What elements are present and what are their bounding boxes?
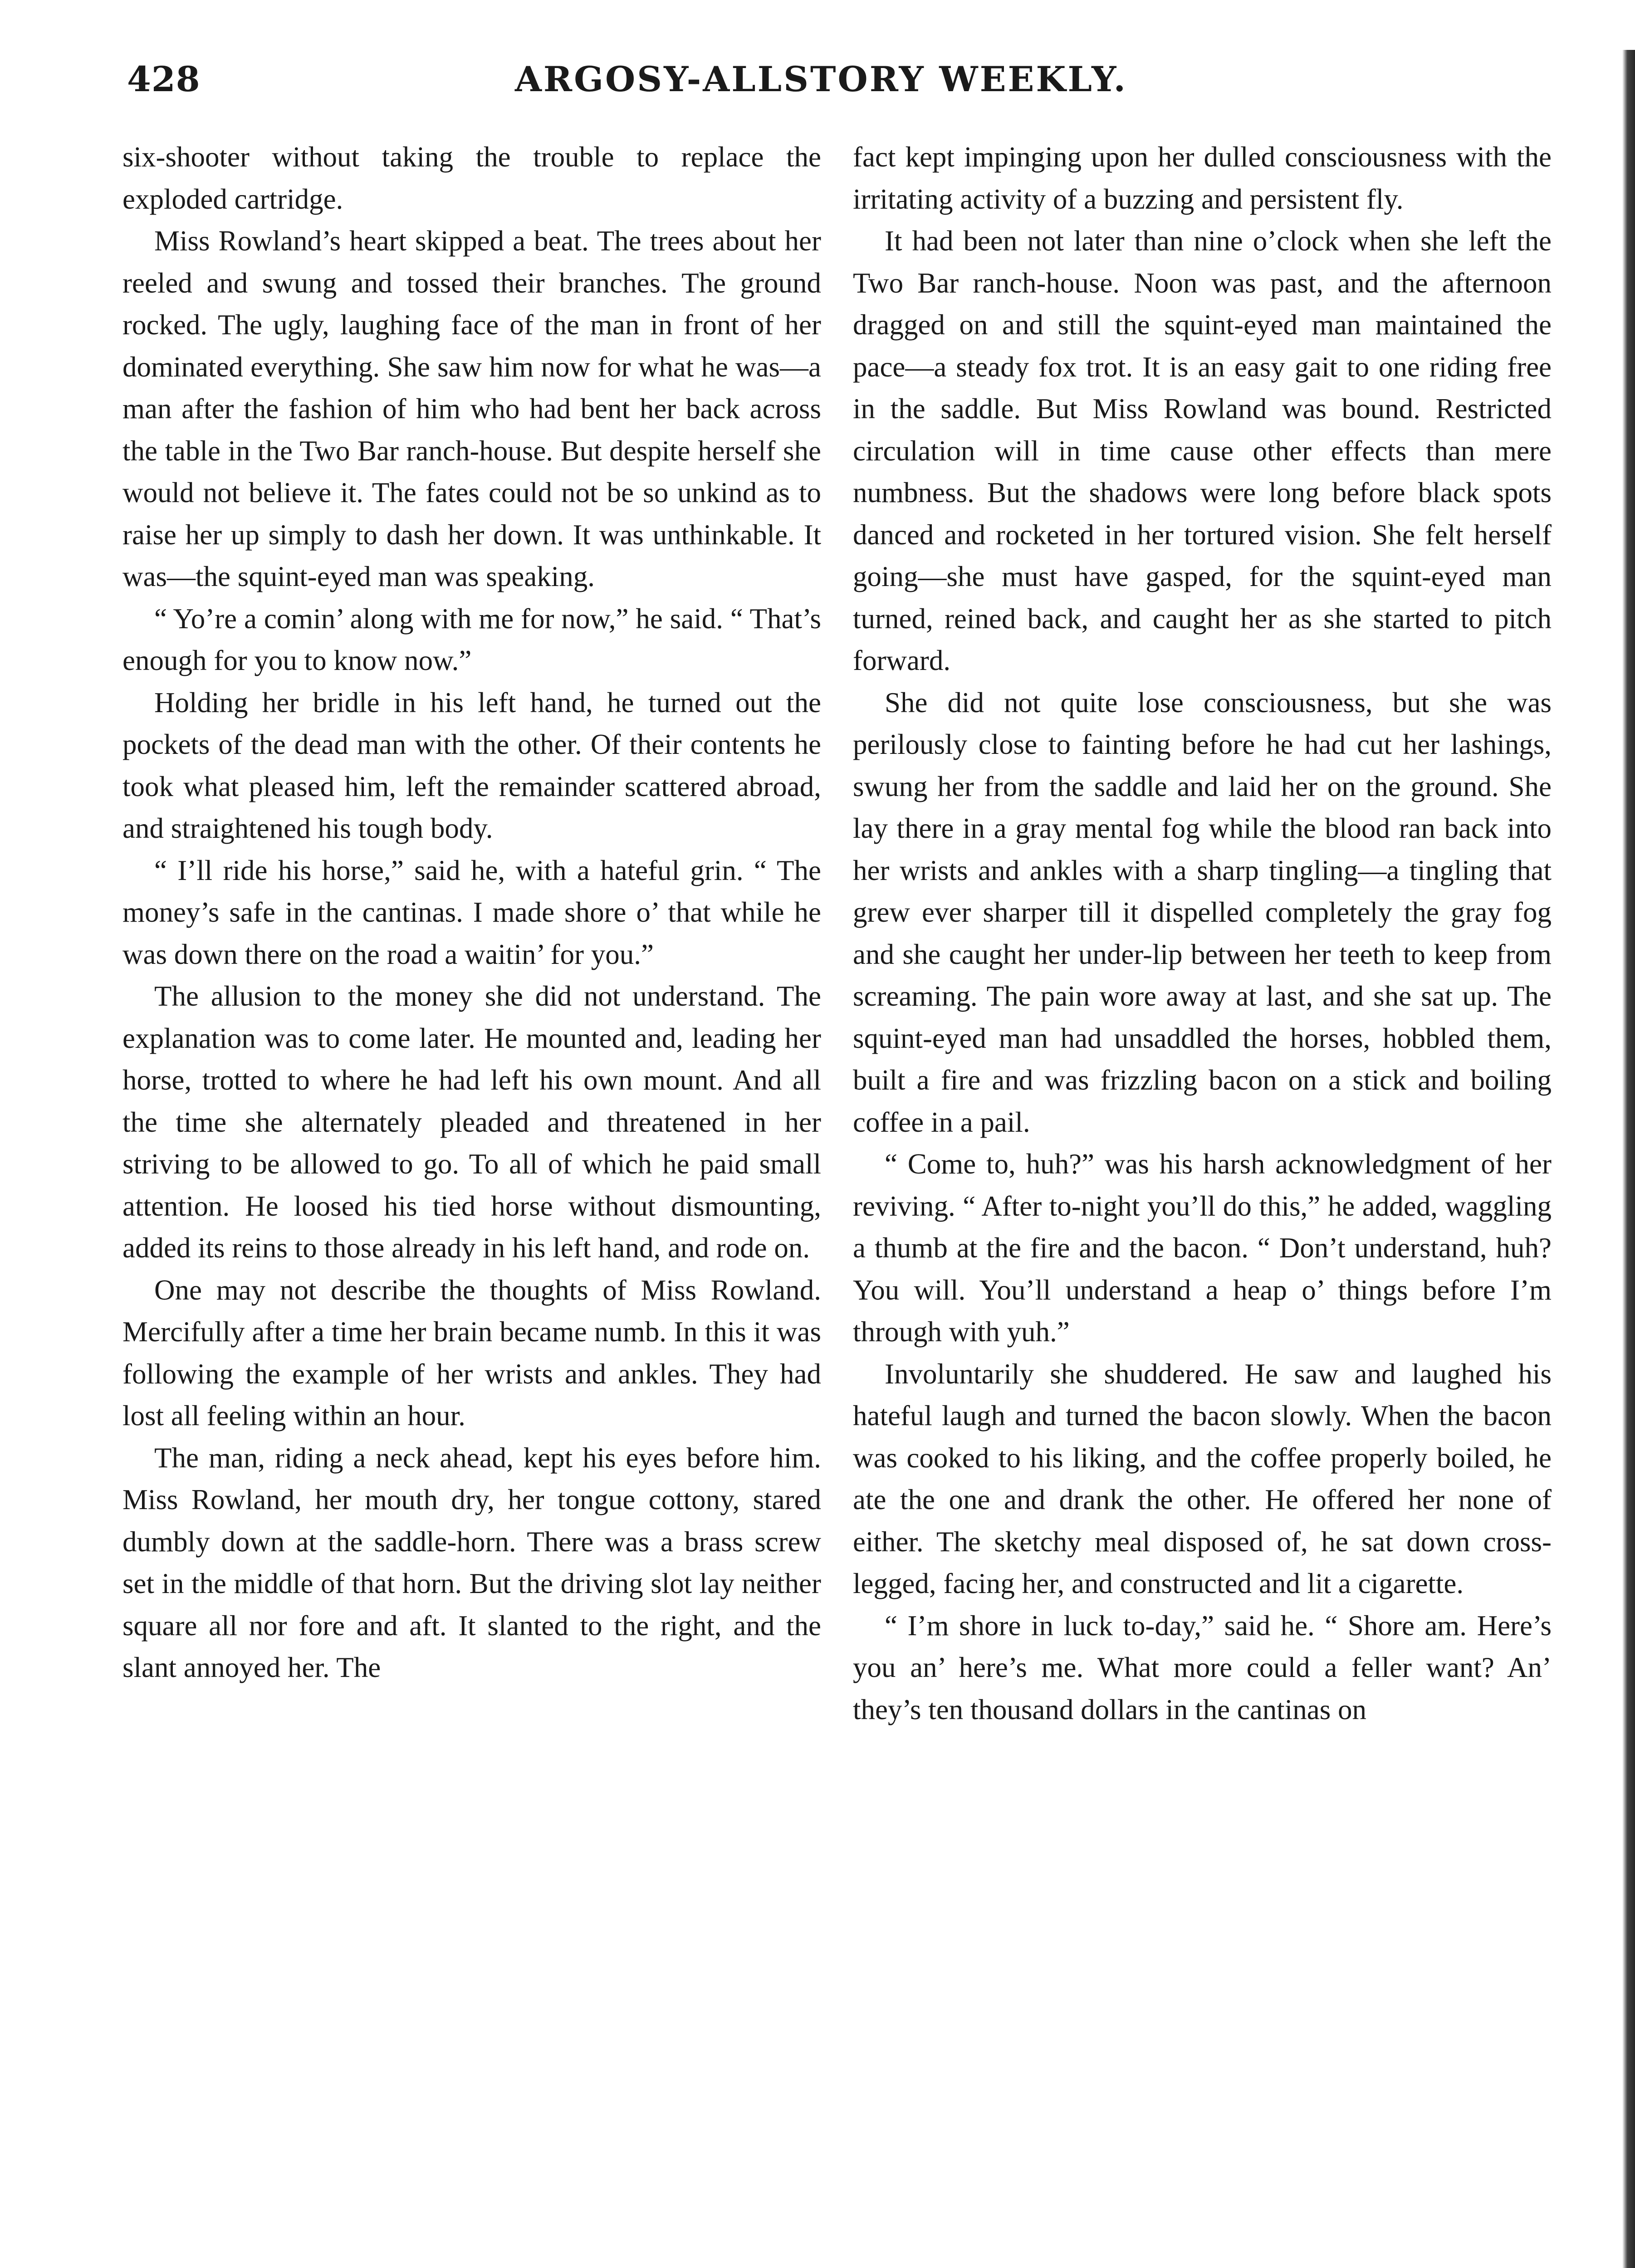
paragraph: six-shooter without taking the trouble to replace the exploded cartridge. — [122, 141, 821, 215]
scan-edge-shadow — [1622, 50, 1635, 2268]
paragraph: One may not describe the thoughts of Miss Rowland. Mercifully after a time her brain became numb. In this it was following the example of her wrists and ankles. They had lost all feeling within an hour. — [122, 1274, 821, 1432]
paragraph: The allusion to the money she did not understand. The explanation was to come later. He mounted and, leading her horse, trotted to where he had left his own mount. And all the time she alternately pleaded and threatened in her striving to be allowed to go. To all of which he paid small attention. He loosed his tied horse without dismounting, added its reins to those already in his left hand, and rode on. — [122, 980, 821, 1264]
paragraph: “ I’m shore in luck to-day,” said he. “ Shore am. Here’s you an’ here’s me. What more could a feller want? An’ they’s ten thousand dollars in the cantinas on — [853, 1609, 1552, 1725]
left-column — [122, 136, 821, 1689]
paragraph: “ I’ll ride his horse,” said he, with a hateful grin. “ The money’s safe in the cantinas. I made shore o’ that while he was down there on the road a waitin’ for you.” — [122, 854, 821, 970]
right-column — [853, 136, 1552, 1730]
paragraph: Involuntarily she shuddered. He saw and laughed his hateful laugh and turned the bacon slowly. When the bacon was cooked to his liking, and the coffee properly boiled, he ate the one and drank the other. He offered her none of either. The sketchy meal disposed of, he sat down cross-legged, facing her, and constructed and lit a cigarette. — [853, 1358, 1552, 1599]
page-header — [127, 59, 1515, 127]
paragraph: It had been not later than nine o’clock when she left the Two Bar ranch-house. Noon was past, and the afternoon dragged on and still the squint-eyed man maintained the pace—a steady fox trot. It is an easy gait to one riding free in the saddle. But Miss Rowland was bound. Restricted circulation will in time cause other effects than mere numbness. But the shadows were long before black spots danced and rocketed in her tortured vision. She felt herself going—she must have gasped, for the squint-eyed man turned, reined back, and caught her as she started to pitch forward. — [853, 225, 1552, 676]
paragraph: Holding her bridle in his left hand, he turned out the pockets of the dead man with the other. Of their contents he took what pleased him, left the remainder scattered abroad, and straightened his tough body. — [122, 686, 821, 844]
running-title: ARGOSY-ALLSTORY WEEKLY. — [514, 59, 1128, 99]
paragraph: “ Yo’re a comin’ along with me for now,” he said. “ That’s enough for you to know now.” — [122, 602, 821, 676]
article-body — [122, 136, 1552, 2268]
page-number: 428 — [127, 59, 201, 99]
paragraph: She did not quite lose consciousness, but she was perilously close to fainting before he had cut her lashings, swung her from the saddle and laid her on the ground. She lay there in a gray mental fog while the blood ran back into her wrists and ankles with a sharp tingling—a tingling that grew ever sharper till it dispelled completely the gray fog and she caught her under-lip between her teeth to keep from screaming. The pain wore away at last, and she sat up. The squint-eyed man had unsaddled the horses, hobbled them, built a fire and was frizzling bacon on a stick and boiling coffee in a pail. — [853, 686, 1552, 1138]
paragraph: fact kept impinging upon her dulled consciousness with the irritating activity of a buzzing and persistent fly. — [853, 141, 1552, 215]
paragraph: “ Come to, huh?” was his harsh acknowledgment of her reviving. “ After to-night you’ll do this,” he added, waggling a thumb at the fire and the bacon. “ Don’t understand, huh? You will. You’ll understand a heap o’ things before I’m through with yuh.” — [853, 1148, 1552, 1348]
paragraph: The man, riding a neck ahead, kept his eyes before him. Miss Rowland, her mouth dry, her tongue cottony, stared dumbly down at the saddle-horn. There was a brass screw set in the middle of that horn. But the driving slot lay neither square all nor fore and aft. It slanted to the right, and the slant annoyed her. The — [122, 1442, 821, 1683]
paragraph: Miss Rowland’s heart skipped a beat. The trees about her reeled and swung and tossed their branches. The ground rocked. The ugly, laughing face of the man in front of her dominated everything. She saw him now for what he was—a man after the fashion of him who had bent her back across the table in the Two Bar ranch-house. But despite herself she would not believe it. The fates could not be so unkind as to raise her up simply to dash her down. It was unthinkable. It was—the squint-eyed man was speaking. — [122, 225, 821, 592]
